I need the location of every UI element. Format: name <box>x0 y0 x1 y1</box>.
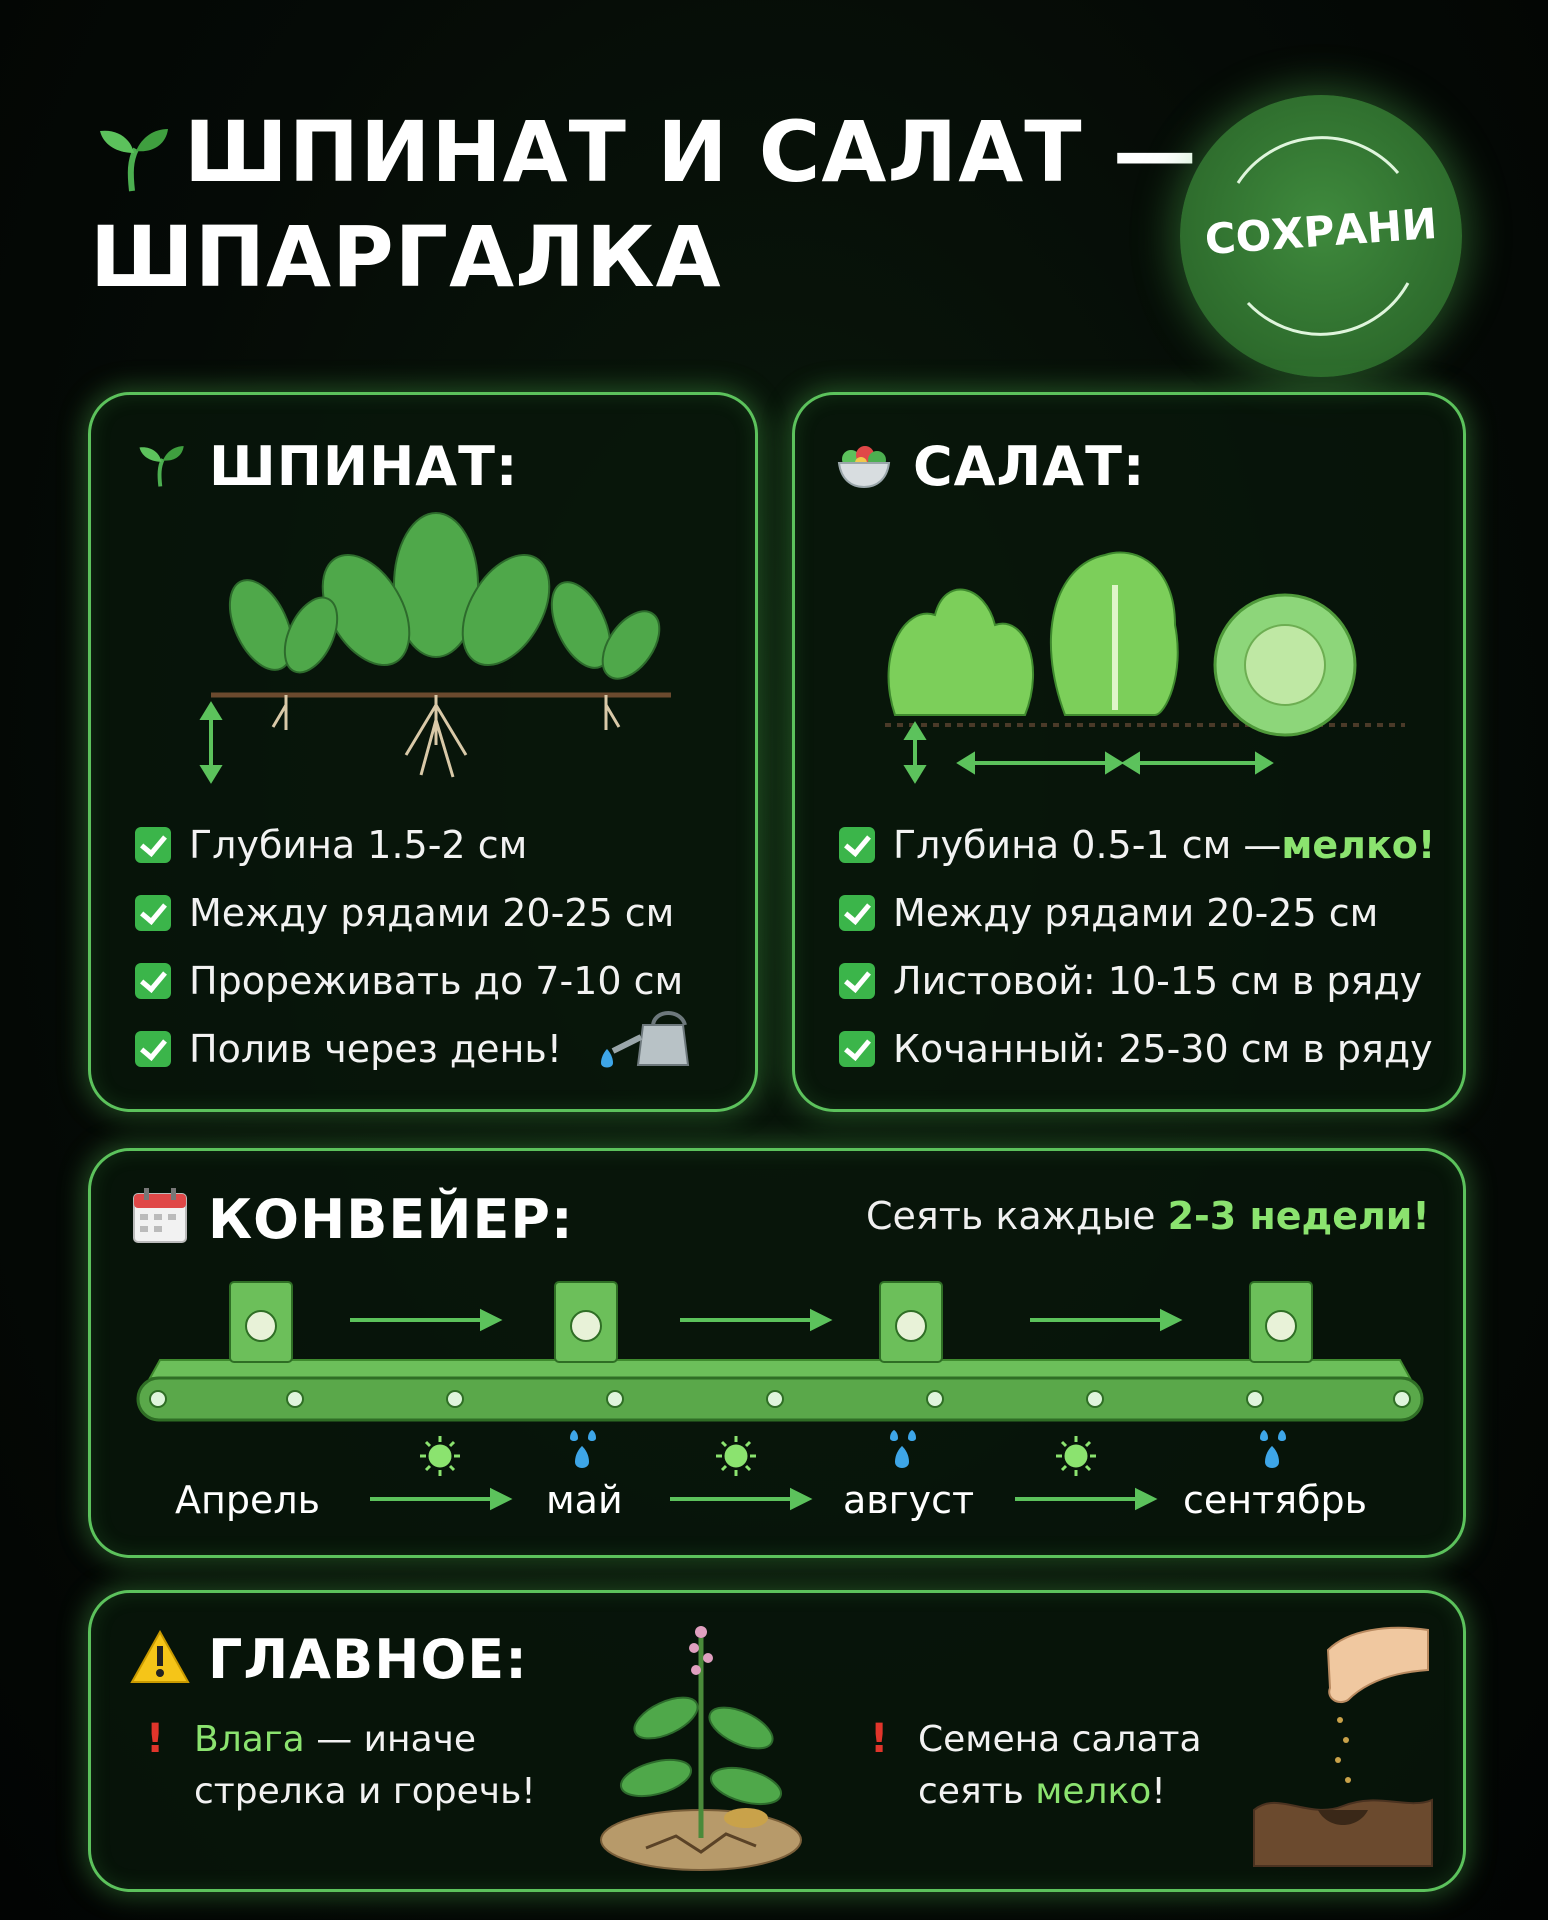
sprout-icon <box>133 439 185 491</box>
save-badge <box>1180 95 1462 377</box>
month-may: май <box>546 1478 623 1522</box>
salad-list <box>839 811 1435 1083</box>
sprout-icon <box>90 123 170 193</box>
list-item: Полив через день! <box>135 1015 683 1083</box>
month-april: Апрель <box>175 1478 321 1522</box>
title-line-1: ШПИНАТ И САЛАТ — <box>90 100 1198 205</box>
month-september: сентябрь <box>1183 1478 1368 1522</box>
watering-can-icon <box>593 1005 701 1085</box>
warning-icon <box>130 1630 190 1684</box>
checkmark-icon <box>839 827 875 863</box>
checkmark-icon <box>135 895 171 931</box>
conveyor-title: КОНВЕЙЕР: <box>208 1188 574 1251</box>
badge-label: СОХРАНИ <box>1203 198 1439 265</box>
lettuce-illustration <box>875 525 1415 785</box>
checkmark-icon <box>839 895 875 931</box>
salad-title: САЛАТ: <box>913 435 1146 498</box>
timeline-arrows <box>360 1484 1160 1514</box>
list-item: Кочанный: 25-30 см в ряду <box>839 1015 1435 1083</box>
title-line-2: ШПАРГАЛКА <box>90 208 722 306</box>
main-title: ГЛАВНОЕ: <box>208 1628 528 1691</box>
list-item: Прореживать до 7-10 см <box>135 947 683 1015</box>
water-drops-icon <box>570 1430 1286 1468</box>
calendar-icon <box>130 1186 190 1246</box>
list-item: Между рядами 20-25 см <box>135 879 683 947</box>
main-left-text: Влага — иначе стрелка и горечь! <box>194 1719 536 1812</box>
checkmark-icon <box>135 827 171 863</box>
exclamation-icon: ! <box>146 1716 165 1762</box>
spinach-card <box>88 392 758 1112</box>
bolting-plant-illustration <box>596 1608 806 1878</box>
spinach-title: ШПИНАТ: <box>209 435 519 498</box>
checkmark-icon <box>135 1031 171 1067</box>
spinach-plant-illustration <box>191 505 681 795</box>
list-item: Листовой: 10-15 см в ряду <box>839 947 1435 1015</box>
main-right-text: Семена салата сеять мелко! <box>918 1719 1202 1812</box>
list-item: Глубина 0.5-1 см — мелко! <box>839 811 1435 879</box>
salad-bowl-icon <box>837 443 891 489</box>
checkmark-icon <box>839 963 875 999</box>
weather-icons-row <box>400 1428 1320 1484</box>
checkmark-icon <box>135 963 171 999</box>
page-title <box>90 100 1198 310</box>
conveyor-subtitle: Сеять каждые 2-3 недели! <box>866 1194 1430 1238</box>
list-item: Глубина 1.5-2 см <box>135 811 683 879</box>
sun-icon <box>420 1436 1096 1476</box>
sowing-hand-illustration <box>1248 1610 1438 1870</box>
month-august: август <box>843 1478 975 1522</box>
list-item: Между рядами 20-25 см <box>839 879 1435 947</box>
exclamation-icon: ! <box>870 1716 889 1762</box>
checkmark-icon <box>839 1031 875 1067</box>
salad-card <box>792 392 1466 1112</box>
